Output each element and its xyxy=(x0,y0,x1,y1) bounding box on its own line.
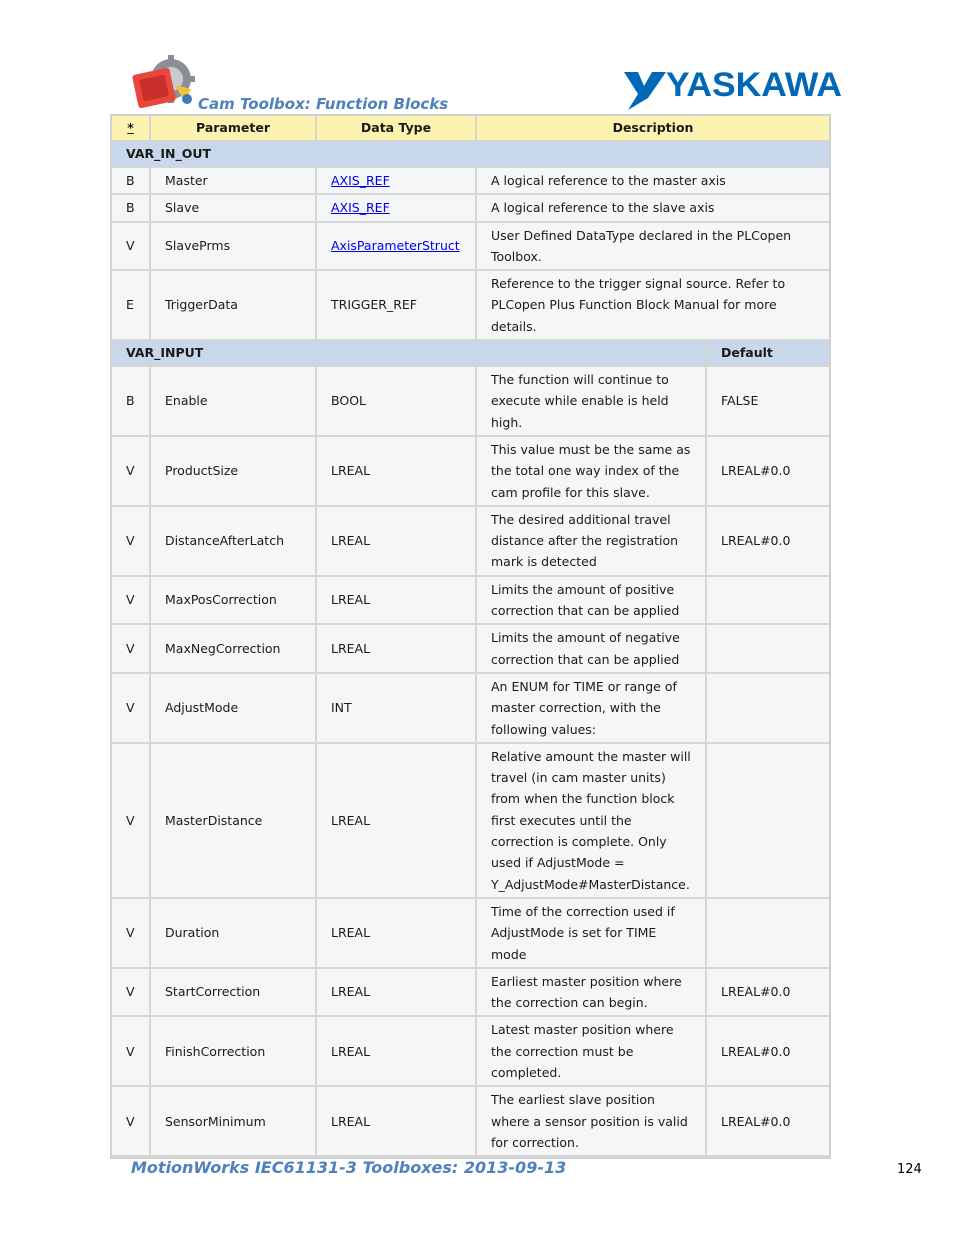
header-description: Description xyxy=(477,116,829,142)
table-row xyxy=(112,507,829,577)
param-name: MaxNegCorrection xyxy=(151,625,317,674)
param-type xyxy=(317,168,477,195)
param-kind: V xyxy=(112,507,151,577)
param-name: MasterDistance xyxy=(151,744,317,899)
cam-toolbox-logo-icon xyxy=(131,55,199,111)
param-type: LREAL xyxy=(317,625,477,674)
param-type-link[interactable]: AxisParameterStruct xyxy=(331,238,460,254)
param-name: Enable xyxy=(151,367,317,437)
param-description: Reference to the trigger signal source. Refer to PLCopen Plus Function Block Manual for more details. xyxy=(477,271,829,341)
section-var-input xyxy=(112,341,829,367)
header-default: Default xyxy=(707,341,829,367)
param-type xyxy=(317,223,477,272)
table-row xyxy=(112,168,829,195)
param-name: Slave xyxy=(151,195,317,222)
param-kind: V xyxy=(112,1017,151,1087)
param-kind: B xyxy=(112,168,151,195)
param-description: Relative amount the master will travel (in cam master units) from when the function block first executes until the correction is complete. Only used if AdjustMode = Y_AdjustMode#MasterDistance. xyxy=(477,744,707,899)
param-type: TRIGGER_REF xyxy=(317,271,477,341)
parameter-table xyxy=(110,114,831,1159)
param-name: SensorMinimum xyxy=(151,1087,317,1157)
param-type: LREAL xyxy=(317,899,477,969)
param-kind: V xyxy=(112,577,151,626)
param-kind: V xyxy=(112,437,151,507)
param-name: ProductSize xyxy=(151,437,317,507)
footer-title: MotionWorks IEC61131-3 Toolboxes: 2013-09-13 xyxy=(131,1158,567,1177)
param-kind: V xyxy=(112,1087,151,1157)
param-default xyxy=(707,625,829,674)
param-description: An ENUM for TIME or range of master correction, with the following values: xyxy=(477,674,707,744)
header-star: * xyxy=(112,116,151,142)
table-row xyxy=(112,899,829,969)
param-description: Limits the amount of positive correction that can be applied xyxy=(477,577,707,626)
param-type: LREAL xyxy=(317,437,477,507)
param-default: LREAL#0.0 xyxy=(707,437,829,507)
section-var-in-out xyxy=(112,142,829,168)
param-type: LREAL xyxy=(317,744,477,899)
param-default: FALSE xyxy=(707,367,829,437)
table-row xyxy=(112,625,829,674)
section-label: VAR_INPUT xyxy=(112,341,707,367)
param-description: User Defined DataType declared in the PLCopen Toolbox. xyxy=(477,223,829,272)
table-row xyxy=(112,744,829,899)
param-name: Master xyxy=(151,168,317,195)
param-name: DistanceAfterLatch xyxy=(151,507,317,577)
param-name: MaxPosCorrection xyxy=(151,577,317,626)
param-kind: V xyxy=(112,625,151,674)
param-type: LREAL xyxy=(317,969,477,1018)
header-data-type: Data Type xyxy=(317,116,477,142)
param-default: LREAL#0.0 xyxy=(707,507,829,577)
table-row xyxy=(112,1087,829,1157)
param-default xyxy=(707,744,829,899)
param-description: This value must be the same as the total one way index of the cam profile for this slave. xyxy=(477,437,707,507)
param-default: LREAL#0.0 xyxy=(707,969,829,1018)
param-type-link[interactable]: AXIS_REF xyxy=(331,173,390,188)
param-name: AdjustMode xyxy=(151,674,317,744)
param-kind: V xyxy=(112,899,151,969)
param-type xyxy=(317,195,477,222)
param-description: The function will continue to execute while enable is held high. xyxy=(477,367,707,437)
yaskawa-logo xyxy=(622,66,844,112)
param-kind: B xyxy=(112,367,151,437)
param-description: Earliest master position where the correction can begin. xyxy=(477,969,707,1018)
param-default xyxy=(707,577,829,626)
param-description: Limits the amount of negative correction that can be applied xyxy=(477,625,707,674)
param-default: LREAL#0.0 xyxy=(707,1087,829,1157)
param-kind: V xyxy=(112,223,151,272)
param-name: StartCorrection xyxy=(151,969,317,1018)
param-description: A logical reference to the master axis xyxy=(477,168,829,195)
param-default xyxy=(707,899,829,969)
param-type-link[interactable]: AXIS_REF xyxy=(331,200,390,216)
table-row xyxy=(112,674,829,744)
table-row xyxy=(112,969,829,1018)
table-row xyxy=(112,1017,829,1087)
table-header-row xyxy=(112,116,829,142)
param-type: LREAL xyxy=(317,1017,477,1087)
table-row xyxy=(112,223,829,272)
param-kind: B xyxy=(112,195,151,222)
param-name: SlavePrms xyxy=(151,223,317,272)
param-type: INT xyxy=(317,674,477,744)
table-row xyxy=(112,577,829,626)
param-name: FinishCorrection xyxy=(151,1017,317,1087)
param-kind: V xyxy=(112,674,151,744)
section-label: VAR_IN_OUT xyxy=(112,142,829,168)
param-type: BOOL xyxy=(317,367,477,437)
param-description: The desired additional travel distance after the registration mark is detected xyxy=(477,507,707,577)
param-default: LREAL#0.0 xyxy=(707,1017,829,1087)
param-kind: V xyxy=(112,969,151,1018)
table-row xyxy=(112,271,829,341)
header-parameter: Parameter xyxy=(151,116,317,142)
param-description: Latest master position where the correction must be completed. xyxy=(477,1017,707,1087)
table-row xyxy=(112,437,829,507)
param-name: TriggerData xyxy=(151,271,317,341)
table-row xyxy=(112,195,829,222)
page-number: 124 xyxy=(897,1162,922,1177)
param-default xyxy=(707,674,829,744)
param-type: LREAL xyxy=(317,1087,477,1157)
brand-text: YASKAWA xyxy=(666,66,842,104)
param-kind: E xyxy=(112,271,151,341)
param-description: The earliest slave position where a sensor position is valid for correction. xyxy=(477,1087,707,1157)
header-title: Cam Toolbox: Function Blocks xyxy=(198,95,449,113)
param-name: Duration xyxy=(151,899,317,969)
param-kind: V xyxy=(112,744,151,899)
param-type: LREAL xyxy=(317,507,477,577)
param-description: Time of the correction used if AdjustMode is set for TIME mode xyxy=(477,899,707,969)
param-description: A logical reference to the slave axis xyxy=(477,195,829,222)
param-type: LREAL xyxy=(317,577,477,626)
table-row xyxy=(112,367,829,437)
